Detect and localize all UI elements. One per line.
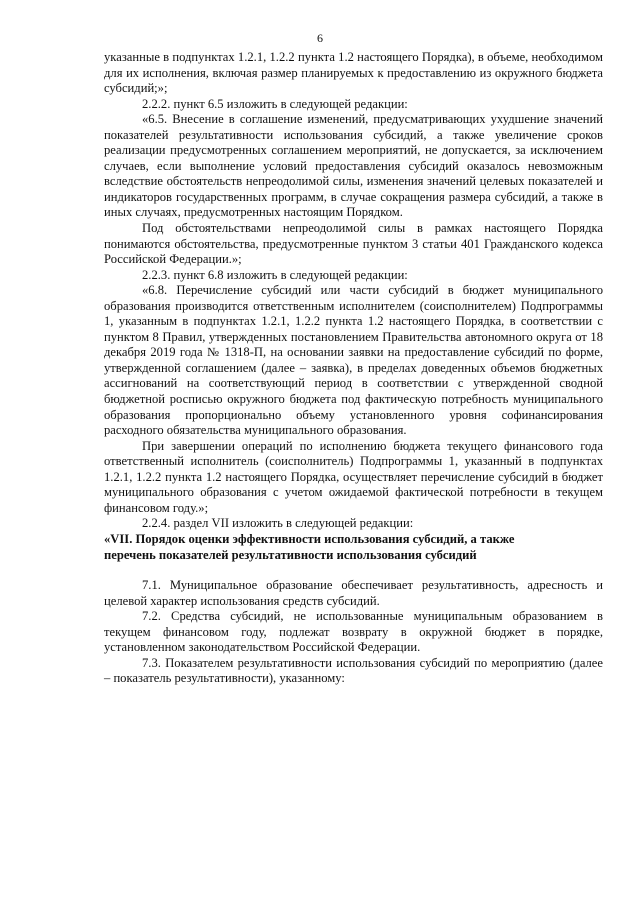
page-number: 6 xyxy=(317,31,323,45)
paragraph: 2.2.4. раздел VII изложить в следующей редакции: xyxy=(142,516,414,531)
section-title-line: перечень показателей результативности использования субсидий xyxy=(104,547,477,562)
document-body xyxy=(104,50,603,687)
paragraph: 2.2.3. пункт 6.8 изложить в следующей редакции: xyxy=(142,267,408,282)
paragraph: 2.2.2. пункт 6.5 изложить в следующей редакции: xyxy=(142,96,408,111)
paragraph: «6.5. Внесение в соглашение изменений, предусматривающих ухудшение значений показателей результативности использования субсидий, а также увеличение сроков реализации предусмотренных соглашением мероприятий, не допускается, за исключением случаев, если выполнение условий предоставления субсидий оказалось невозможным вследствие обстоятельств непреодолимой силы, изменения значений целевых показателей и индикаторов государственных программ, в случае сокращения размера субсидий, а также в иных случаях, предусмотренных настоящим Порядком. xyxy=(104,112,603,220)
paragraph: При завершении операций по исполнению бюджета текущего финансового года ответственный исполнитель (соисполнитель) Подпрограммы 1, указанный в подпунктах 1.2.1, 1.2.2 пункта 1.2 настоящего Порядка, осуществляет перечисление субсидий в бюджет муниципального образования с учетом ожидаемой фактической потребности в текущем финансовом году.»; xyxy=(104,438,603,515)
paragraph: указанные в подпунктах 1.2.1, 1.2.2 пункта 1.2 настоящего Порядка), в объеме, необходимом для их исполнения, включая размер планируемых к предоставлению из окружного бюджета субсидий;»; xyxy=(104,50,603,96)
paragraph: 7.2. Средства субсидий, не использованные муниципальным образованием в текущем финансовом году, подлежат возврату в окружной бюджет в порядке, установленном законодательством Российской Федерации. xyxy=(104,609,603,655)
paragraph: «6.8. Перечисление субсидий или части субсидий в бюджет муниципального образования производится ответственным исполнителем (соисполнителем) Подпрограммы 1, указанным в подпунктах 1.2.1, 1.2.2 пункта 1.2 настоящего Порядка, в соответствии с пунктом 8 Правил, утвержденных постановлением Правительства автономного округа от 18 декабря 2019 года № 1318-П, на основании заявки на предоставление субсидий по форме, утвержденной соглашением (далее – заявка), в пределах доведенных объемов бюджетных ассигнований на соответствующий период в соответствии с утвержденной сводной бюджетной росписью окружного бюджета под фактическую потребность муниципального образования пропорционально объему установленного уровня софинансирования расходного обязательства муниципального образования. xyxy=(104,283,603,438)
paragraph: 7.3. Показателем результативности использования субсидий по мероприятию (далее – показатель результативности), указанному: xyxy=(104,655,603,686)
paragraph: 7.1. Муниципальное образование обеспечивает результативность, адресность и целевой характер использования средств субсидий. xyxy=(104,578,603,608)
section-title-line: «VII. Порядок оценки эффективности использования субсидий, а также xyxy=(104,531,515,546)
spacer xyxy=(104,563,603,578)
paragraph: Под обстоятельствами непреодолимой силы в рамках настоящего Порядка понимаются обстоятельства, предусмотренные пунктом 3 статьи 401 Гражданского кодекса Российской Федерации.»; xyxy=(104,221,603,267)
